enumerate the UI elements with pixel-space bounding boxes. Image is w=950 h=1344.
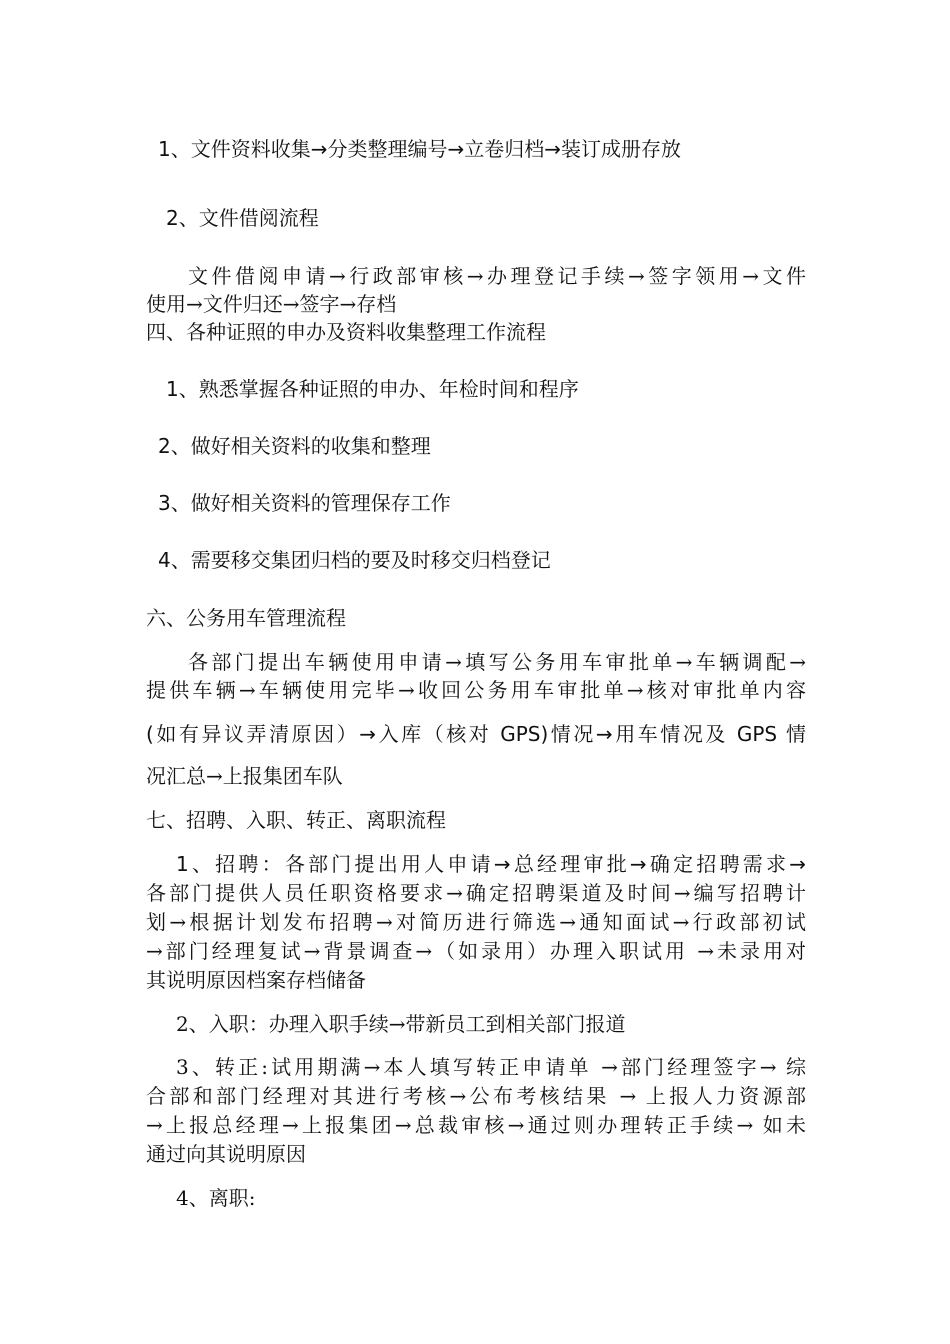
license-item-3: 3、做好相关资料的管理保存工作 — [158, 491, 451, 515]
onboard-flow: 2、入职：办理入职手续→带新员工到相关部门报道 — [176, 1012, 626, 1036]
recruit-flow-line-2: 各部门提供人员任职资格要求→确定招聘渠道及时间→编写招聘计 — [146, 881, 806, 905]
confirm-flow-line-3: →上报总经理→上报集团→总裁审核→通过则办理转正手续→ 如未 — [146, 1113, 806, 1137]
confirm-flow-line-2: 合部和部门经理对其进行考核→公布考核结果 → 上报人力资源部 — [146, 1084, 806, 1108]
recruit-flow-line-1: 1、招聘：各部门提出用人申请→总经理审批→确定招聘需求→ — [176, 852, 806, 876]
license-item-2: 2、做好相关资料的收集和整理 — [158, 434, 431, 458]
archive-item-1: 1、文件资料收集→分类整理编号→立卷归档→装订成册存放 — [158, 137, 681, 161]
vehicle-flow-line-4: 况汇总→上报集团车队 — [146, 764, 343, 788]
recruit-flow-line-3: 划→根据计划发布招聘→对简历进行筛选→通知面试→行政部初试 — [146, 910, 806, 934]
confirm-flow-line-4: 通过向其说明原因 — [146, 1142, 306, 1166]
recruit-flow-line-4: →部门经理复试→背景调查→（如录用）办理入职试用 →未录用对 — [146, 939, 806, 963]
recruit-flow-line-5: 其说明原因档案存档储备 — [146, 968, 366, 992]
vehicle-flow-line-2: 提供车辆→车辆使用完毕→收回公务用车审批单→核对审批单内容 — [146, 678, 806, 702]
vehicle-section-title: 六、公务用车管理流程 — [146, 606, 346, 630]
borrow-flow-line-2: 使用→文件归还→签字→存档 — [146, 292, 397, 316]
confirm-flow-line-1: 3、转正:试用期满→本人填写转正申请单 →部门经理签字→ 综 — [176, 1055, 806, 1079]
hr-section-title: 七、招聘、入职、转正、离职流程 — [146, 808, 446, 832]
vehicle-flow-line-1: 各部门提出车辆使用申请→填写公务用车审批单→车辆调配→ — [188, 650, 806, 674]
vehicle-flow-line-3: (如有异议弄清原因）→入库（核对 GPS)情况→用车情况及 GPS 情 — [146, 722, 806, 746]
license-item-4: 4、需要移交集团归档的要及时移交归档登记 — [158, 548, 551, 572]
borrow-flow-line-1: 文件借阅申请→行政部审核→办理登记手续→签字领用→文件 — [188, 264, 806, 288]
archive-item-2: 2、文件借阅流程 — [166, 206, 319, 230]
resign-flow: 4、离职: — [176, 1186, 256, 1210]
license-item-1: 1、熟悉掌握各种证照的申办、年检时间和程序 — [166, 377, 579, 401]
license-section-title: 四、各种证照的申办及资料收集整理工作流程 — [146, 320, 546, 344]
